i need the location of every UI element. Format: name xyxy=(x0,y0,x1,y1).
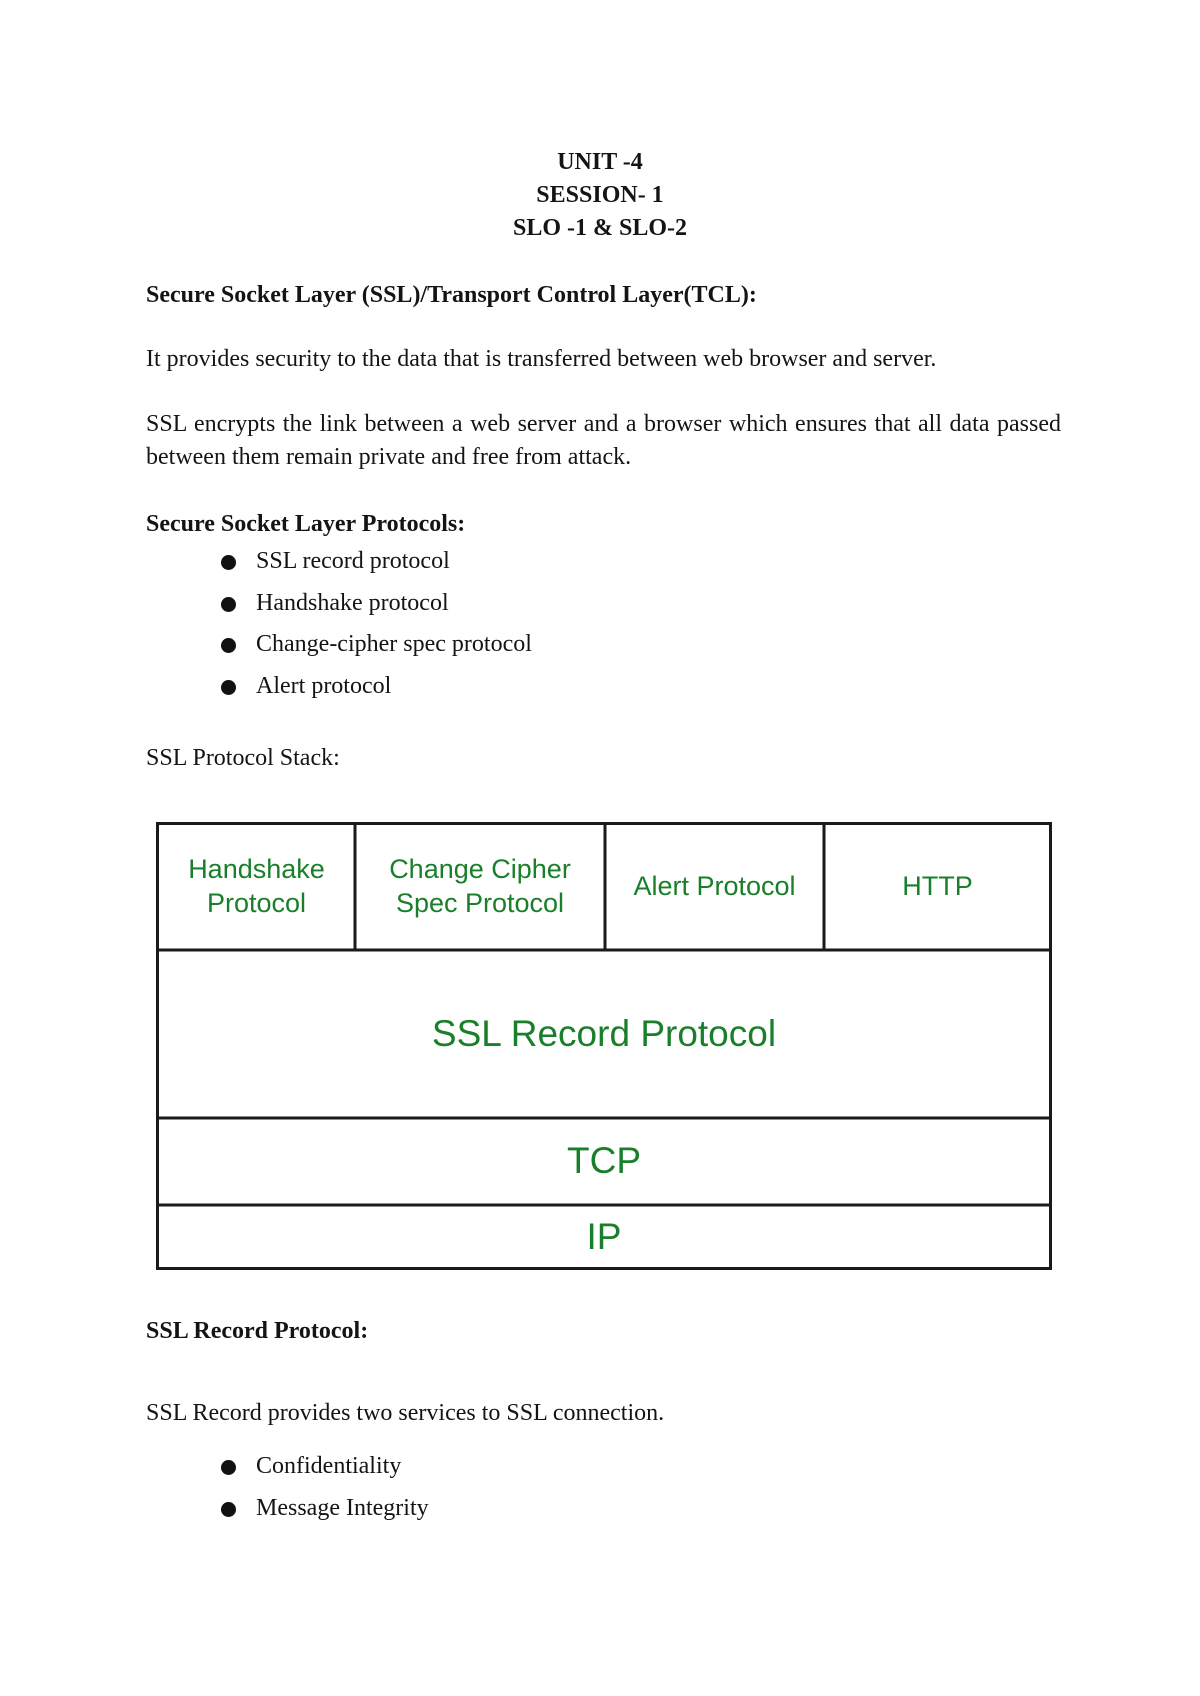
slo-heading: SLO -1 & SLO-2 xyxy=(512,215,688,241)
bullet-icon xyxy=(221,1502,236,1517)
ssl-intro-paragraph: It provides security to the data that is transferred between web browser and server. xyxy=(146,346,937,372)
bullet-icon xyxy=(221,597,236,612)
bullet-icon xyxy=(221,638,236,653)
unit-heading: UNIT -4 xyxy=(557,149,643,175)
ssl-protocol-stack-diagram xyxy=(156,822,1052,1270)
bullet-icon xyxy=(221,1460,236,1475)
session-heading: SESSION- 1 xyxy=(536,182,664,208)
http-cell: HTTP xyxy=(902,871,973,902)
alert-protocol-cell: Alert Protocol xyxy=(633,871,796,902)
ip-cell: IP xyxy=(586,1215,622,1257)
ssl-record-protocol-title: SSL Record Protocol: xyxy=(146,1318,369,1344)
bullet-icon xyxy=(221,680,236,695)
bullet-icon xyxy=(221,555,236,570)
tcp-cell: TCP xyxy=(567,1140,641,1182)
change-cipher-spec-cell: Change Cipher Spec Protocol xyxy=(389,854,571,918)
ssl-tcl-title: Secure Socket Layer (SSL)/Transport Control Layer(TCL): xyxy=(146,282,757,308)
ssl-record-paragraph: SSL Record provides two services to SSL connection. xyxy=(146,1400,665,1426)
ssl-record-protocol-cell: SSL Record Protocol xyxy=(431,1012,777,1054)
document-heading xyxy=(0,146,1200,245)
ssl-protocols-title: Secure Socket Layer Protocols: xyxy=(146,511,466,537)
ssl-stack-label: SSL Protocol Stack: xyxy=(146,745,340,771)
handshake-protocol-cell: Handshake Protocol xyxy=(188,854,325,918)
ssl-encrypt-paragraph: SSL encrypts the link between a web server and a browser which ensures that all data passed between them remain private and free from attack. xyxy=(146,411,1061,470)
